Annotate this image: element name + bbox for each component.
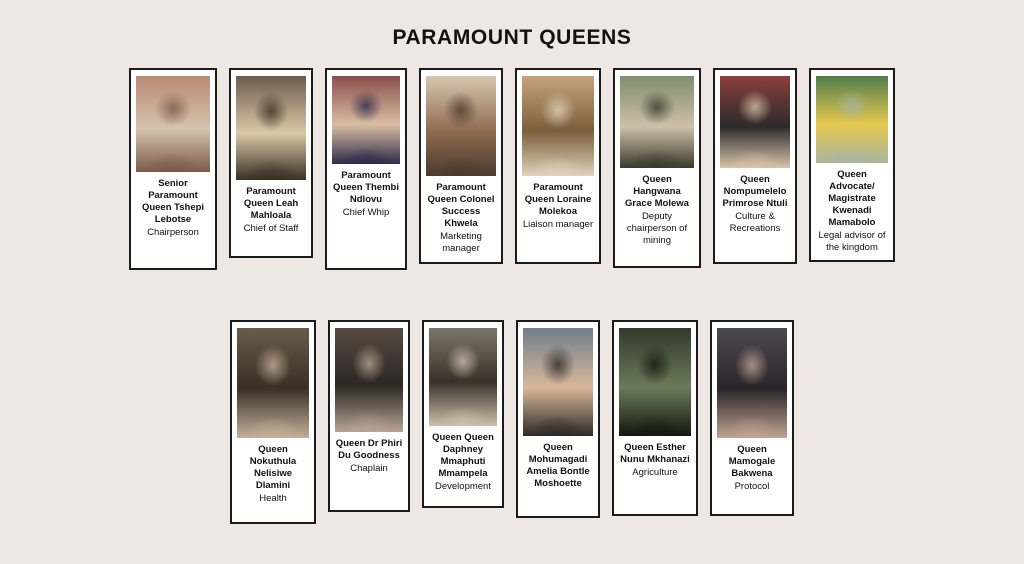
queen-role: Marketing manager bbox=[440, 231, 482, 254]
portrait-queen-mohumagadi-amelia-bontle-moshoette bbox=[523, 328, 593, 436]
portrait-silhouette bbox=[429, 328, 497, 426]
card-caption bbox=[717, 444, 787, 493]
portrait-senior-paramount-queen-tshepi-lebotse bbox=[136, 76, 210, 172]
card-caption bbox=[620, 174, 694, 247]
card-caption bbox=[720, 174, 790, 235]
queen-card bbox=[328, 320, 410, 512]
card-caption bbox=[237, 444, 309, 505]
queen-card bbox=[129, 68, 217, 270]
portrait-queen-nokuthula-nelisiwe-dlamini bbox=[237, 328, 309, 438]
queen-name: Paramount Queen Leah Mahloala bbox=[243, 186, 299, 221]
queen-role: Legal advisor of the kingdom bbox=[818, 230, 886, 253]
card-caption bbox=[429, 432, 497, 493]
card-caption bbox=[426, 182, 496, 255]
portrait-silhouette bbox=[237, 328, 309, 438]
queen-card bbox=[325, 68, 407, 270]
queen-card bbox=[809, 68, 895, 262]
portrait-silhouette bbox=[523, 328, 593, 436]
queen-name: Senior Paramount Queen Tshepi Lebotse bbox=[141, 178, 205, 225]
portrait-queen-daphney-mmaphuti-mmampela bbox=[429, 328, 497, 426]
card-caption bbox=[619, 442, 691, 479]
portrait-silhouette bbox=[522, 76, 594, 176]
queen-name: Queen Mohumagadi Amelia Bontle Moshoette bbox=[526, 442, 590, 489]
bottom-row bbox=[0, 320, 1024, 524]
portrait-silhouette bbox=[335, 328, 403, 432]
portrait-silhouette bbox=[619, 328, 691, 436]
card-caption bbox=[335, 438, 403, 475]
card-caption bbox=[136, 178, 210, 239]
queen-name: Paramount Queen Thembi Ndlovu bbox=[333, 170, 399, 205]
queen-role: Health bbox=[259, 493, 287, 504]
portrait-silhouette bbox=[620, 76, 694, 168]
portrait-silhouette bbox=[717, 328, 787, 438]
queen-role: Chief Whip bbox=[342, 207, 390, 218]
portrait-queen-nompumelelo-primrose-ntuli bbox=[720, 76, 790, 168]
queen-role: Chairperson bbox=[147, 227, 199, 238]
page-title: PARAMOUNT QUEENS bbox=[392, 26, 632, 49]
card-caption bbox=[236, 186, 306, 235]
queen-name: Queen Dr Phiri Du Goodness bbox=[335, 438, 403, 461]
queen-card bbox=[613, 68, 701, 268]
queen-card bbox=[710, 320, 794, 516]
queen-role: Chief of Staff bbox=[243, 223, 299, 234]
queen-card bbox=[713, 68, 797, 264]
queen-name: Queen Mamogale Bakwena bbox=[728, 444, 776, 479]
queen-role: Deputy chairperson of mining bbox=[626, 211, 688, 246]
queen-card bbox=[229, 68, 313, 258]
queen-card bbox=[230, 320, 316, 524]
portrait-silhouette bbox=[332, 76, 400, 164]
portrait-paramount-queen-thembi-ndlovu bbox=[332, 76, 400, 164]
portrait-queen-advocate-magistrate-kwenadi-mamabolo bbox=[816, 76, 888, 163]
card-caption bbox=[522, 182, 594, 231]
queen-name: Queen Hangwana Grace Molewa bbox=[625, 174, 689, 209]
queen-name: Paramount Queen Loraine Molekoa bbox=[524, 182, 592, 217]
portrait-paramount-queen-colonel-success-khwela bbox=[426, 76, 496, 176]
queen-card bbox=[516, 320, 600, 518]
card-caption bbox=[816, 169, 888, 254]
queen-role: Liaison manager bbox=[522, 219, 594, 230]
queen-card bbox=[515, 68, 601, 264]
queen-role: Culture & Recreations bbox=[729, 211, 781, 234]
portrait-silhouette bbox=[426, 76, 496, 176]
queen-role: Development bbox=[435, 481, 491, 492]
portrait-paramount-queen-leah-mahloala bbox=[236, 76, 306, 180]
card-caption bbox=[332, 170, 400, 219]
portrait-queen-esther-nunu-mkhanazi bbox=[619, 328, 691, 436]
queen-card bbox=[612, 320, 698, 516]
queen-name: Queen Advocate/ Magistrate Kwenadi Mamabolo bbox=[828, 169, 876, 228]
queen-name: Queen Nompumelelo Primrose Ntuli bbox=[722, 174, 788, 209]
queen-name: Paramount Queen Colonel Success Khwela bbox=[427, 182, 495, 229]
portrait-silhouette bbox=[720, 76, 790, 168]
queen-card bbox=[419, 68, 503, 264]
top-row bbox=[0, 68, 1024, 270]
queen-name: Queen Esther Nunu Mkhanazi bbox=[620, 442, 690, 465]
queen-role: Chaplain bbox=[350, 463, 388, 474]
portrait-queen-mamogale-bakwena bbox=[717, 328, 787, 438]
portrait-paramount-queen-loraine-molekoa bbox=[522, 76, 594, 176]
portrait-silhouette bbox=[816, 76, 888, 163]
queen-role: Agriculture bbox=[632, 467, 678, 478]
portrait-silhouette bbox=[136, 76, 210, 172]
queen-name: Queen Queen Daphney Mmaphuti Mmampela bbox=[432, 432, 494, 479]
portrait-silhouette bbox=[236, 76, 306, 180]
portrait-queen-dr-phiri-du-goodness bbox=[335, 328, 403, 432]
queen-card bbox=[422, 320, 504, 508]
queen-name: Queen Nokuthula Nelisiwe Dlamini bbox=[249, 444, 297, 491]
portrait-queen-hangwana-grace-molewa bbox=[620, 76, 694, 168]
card-caption bbox=[523, 442, 593, 491]
queen-role: Protocol bbox=[734, 481, 770, 492]
